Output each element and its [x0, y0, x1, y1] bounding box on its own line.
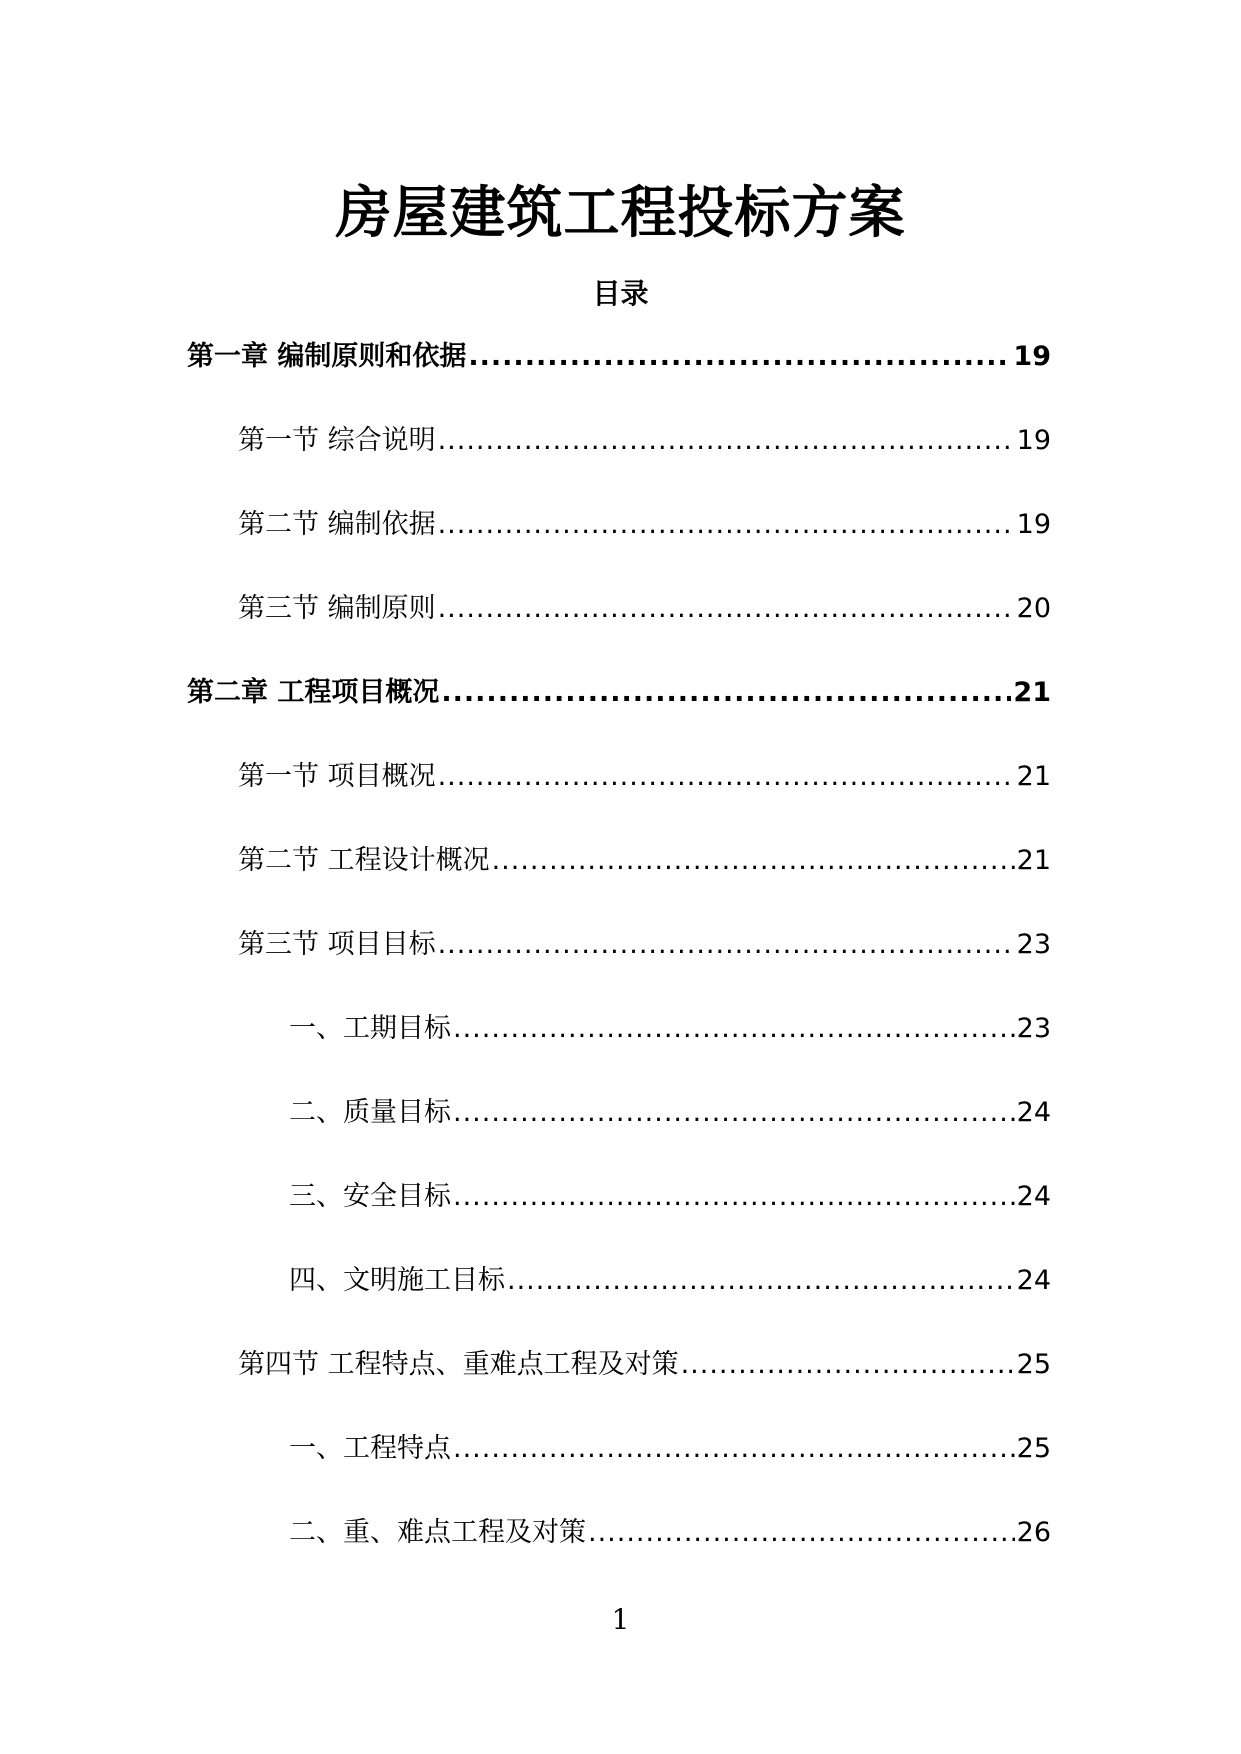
toc-entry-label: 第三节 编制原则	[238, 593, 436, 624]
dot-leader	[588, 1514, 1015, 1552]
toc-entry-chapter-2[interactable]	[187, 674, 1051, 758]
toc-entry-page: 19	[1016, 509, 1051, 540]
dot-leader	[438, 590, 1015, 628]
toc-entry-label: 第一节 项目概况	[238, 761, 436, 792]
dot-leader	[681, 1346, 1015, 1384]
toc-entry-label: 第二节 工程设计概况	[238, 845, 490, 876]
toc-entry-label: 第一节 综合说明	[238, 425, 436, 456]
page-number: 1	[611, 1603, 630, 1636]
toc-entry-page: 25	[1016, 1349, 1051, 1380]
toc-heading: 目录	[592, 277, 649, 310]
dot-leader	[507, 1262, 1015, 1300]
toc-entry-page: 24	[1016, 1181, 1051, 1212]
toc-entry-page: 21	[1016, 761, 1051, 792]
toc-entry-page: 24	[1016, 1097, 1051, 1128]
toc-entry-chapter-1[interactable]	[187, 338, 1051, 422]
dot-leader	[438, 422, 1015, 460]
document-title: 房屋建筑工程投标方案	[335, 181, 906, 246]
toc-entry-section[interactable]	[187, 590, 1051, 674]
toc-entry-section[interactable]	[187, 1346, 1051, 1430]
dot-leader	[438, 506, 1015, 544]
toc-entry-page: 25	[1016, 1433, 1051, 1464]
toc-entry-subsection[interactable]	[187, 1178, 1051, 1262]
toc-entry-label: 第四节 工程特点、重难点工程及对策	[238, 1349, 679, 1380]
dot-leader	[468, 338, 1011, 376]
toc-entry-subsection[interactable]	[187, 1430, 1051, 1514]
dot-leader	[453, 1010, 1015, 1048]
toc-entry-page: 19	[1013, 341, 1051, 372]
toc-entry-section[interactable]	[187, 926, 1051, 1010]
toc-entry-label: 一、工期目标	[289, 1013, 451, 1044]
toc-entry-section[interactable]	[187, 422, 1051, 506]
dot-leader	[453, 1430, 1015, 1468]
toc-entry-label: 第一章 编制原则和依据	[187, 341, 467, 372]
toc-entry-subsection[interactable]	[187, 1010, 1051, 1094]
toc-entry-label: 二、重、难点工程及对策	[289, 1517, 586, 1548]
dot-leader	[492, 842, 1015, 880]
dot-leader	[438, 758, 1015, 796]
toc-entry-label: 第二节 编制依据	[238, 509, 436, 540]
toc-entry-label: 一、工程特点	[289, 1433, 451, 1464]
toc-entry-section[interactable]	[187, 758, 1051, 842]
toc-entry-subsection[interactable]	[187, 1262, 1051, 1346]
toc-entry-page: 20	[1016, 593, 1051, 624]
toc-entry-label: 第二章 工程项目概况	[187, 677, 440, 708]
toc-entry-page: 21	[1013, 677, 1051, 708]
dot-leader	[438, 926, 1015, 964]
toc-entry-page: 24	[1016, 1265, 1051, 1296]
toc-entry-page: 21	[1016, 845, 1051, 876]
toc-entry-label: 三、安全目标	[289, 1181, 451, 1212]
toc-entry-label: 第三节 项目目标	[238, 929, 436, 960]
toc-entry-label: 四、文明施工目标	[289, 1265, 505, 1296]
toc-entry-section[interactable]	[187, 506, 1051, 590]
dot-leader	[453, 1094, 1015, 1132]
toc-entry-section[interactable]	[187, 842, 1051, 926]
toc-entry-page: 26	[1016, 1517, 1051, 1548]
toc-entry-page: 23	[1016, 929, 1051, 960]
toc-entry-label: 二、质量目标	[289, 1097, 451, 1128]
table-of-contents	[187, 338, 1051, 1598]
toc-entry-subsection[interactable]	[187, 1094, 1051, 1178]
toc-entry-page: 19	[1016, 425, 1051, 456]
toc-entry-subsection[interactable]	[187, 1514, 1051, 1598]
dot-leader	[453, 1178, 1015, 1216]
toc-entry-page: 23	[1016, 1013, 1051, 1044]
dot-leader	[441, 674, 1011, 712]
